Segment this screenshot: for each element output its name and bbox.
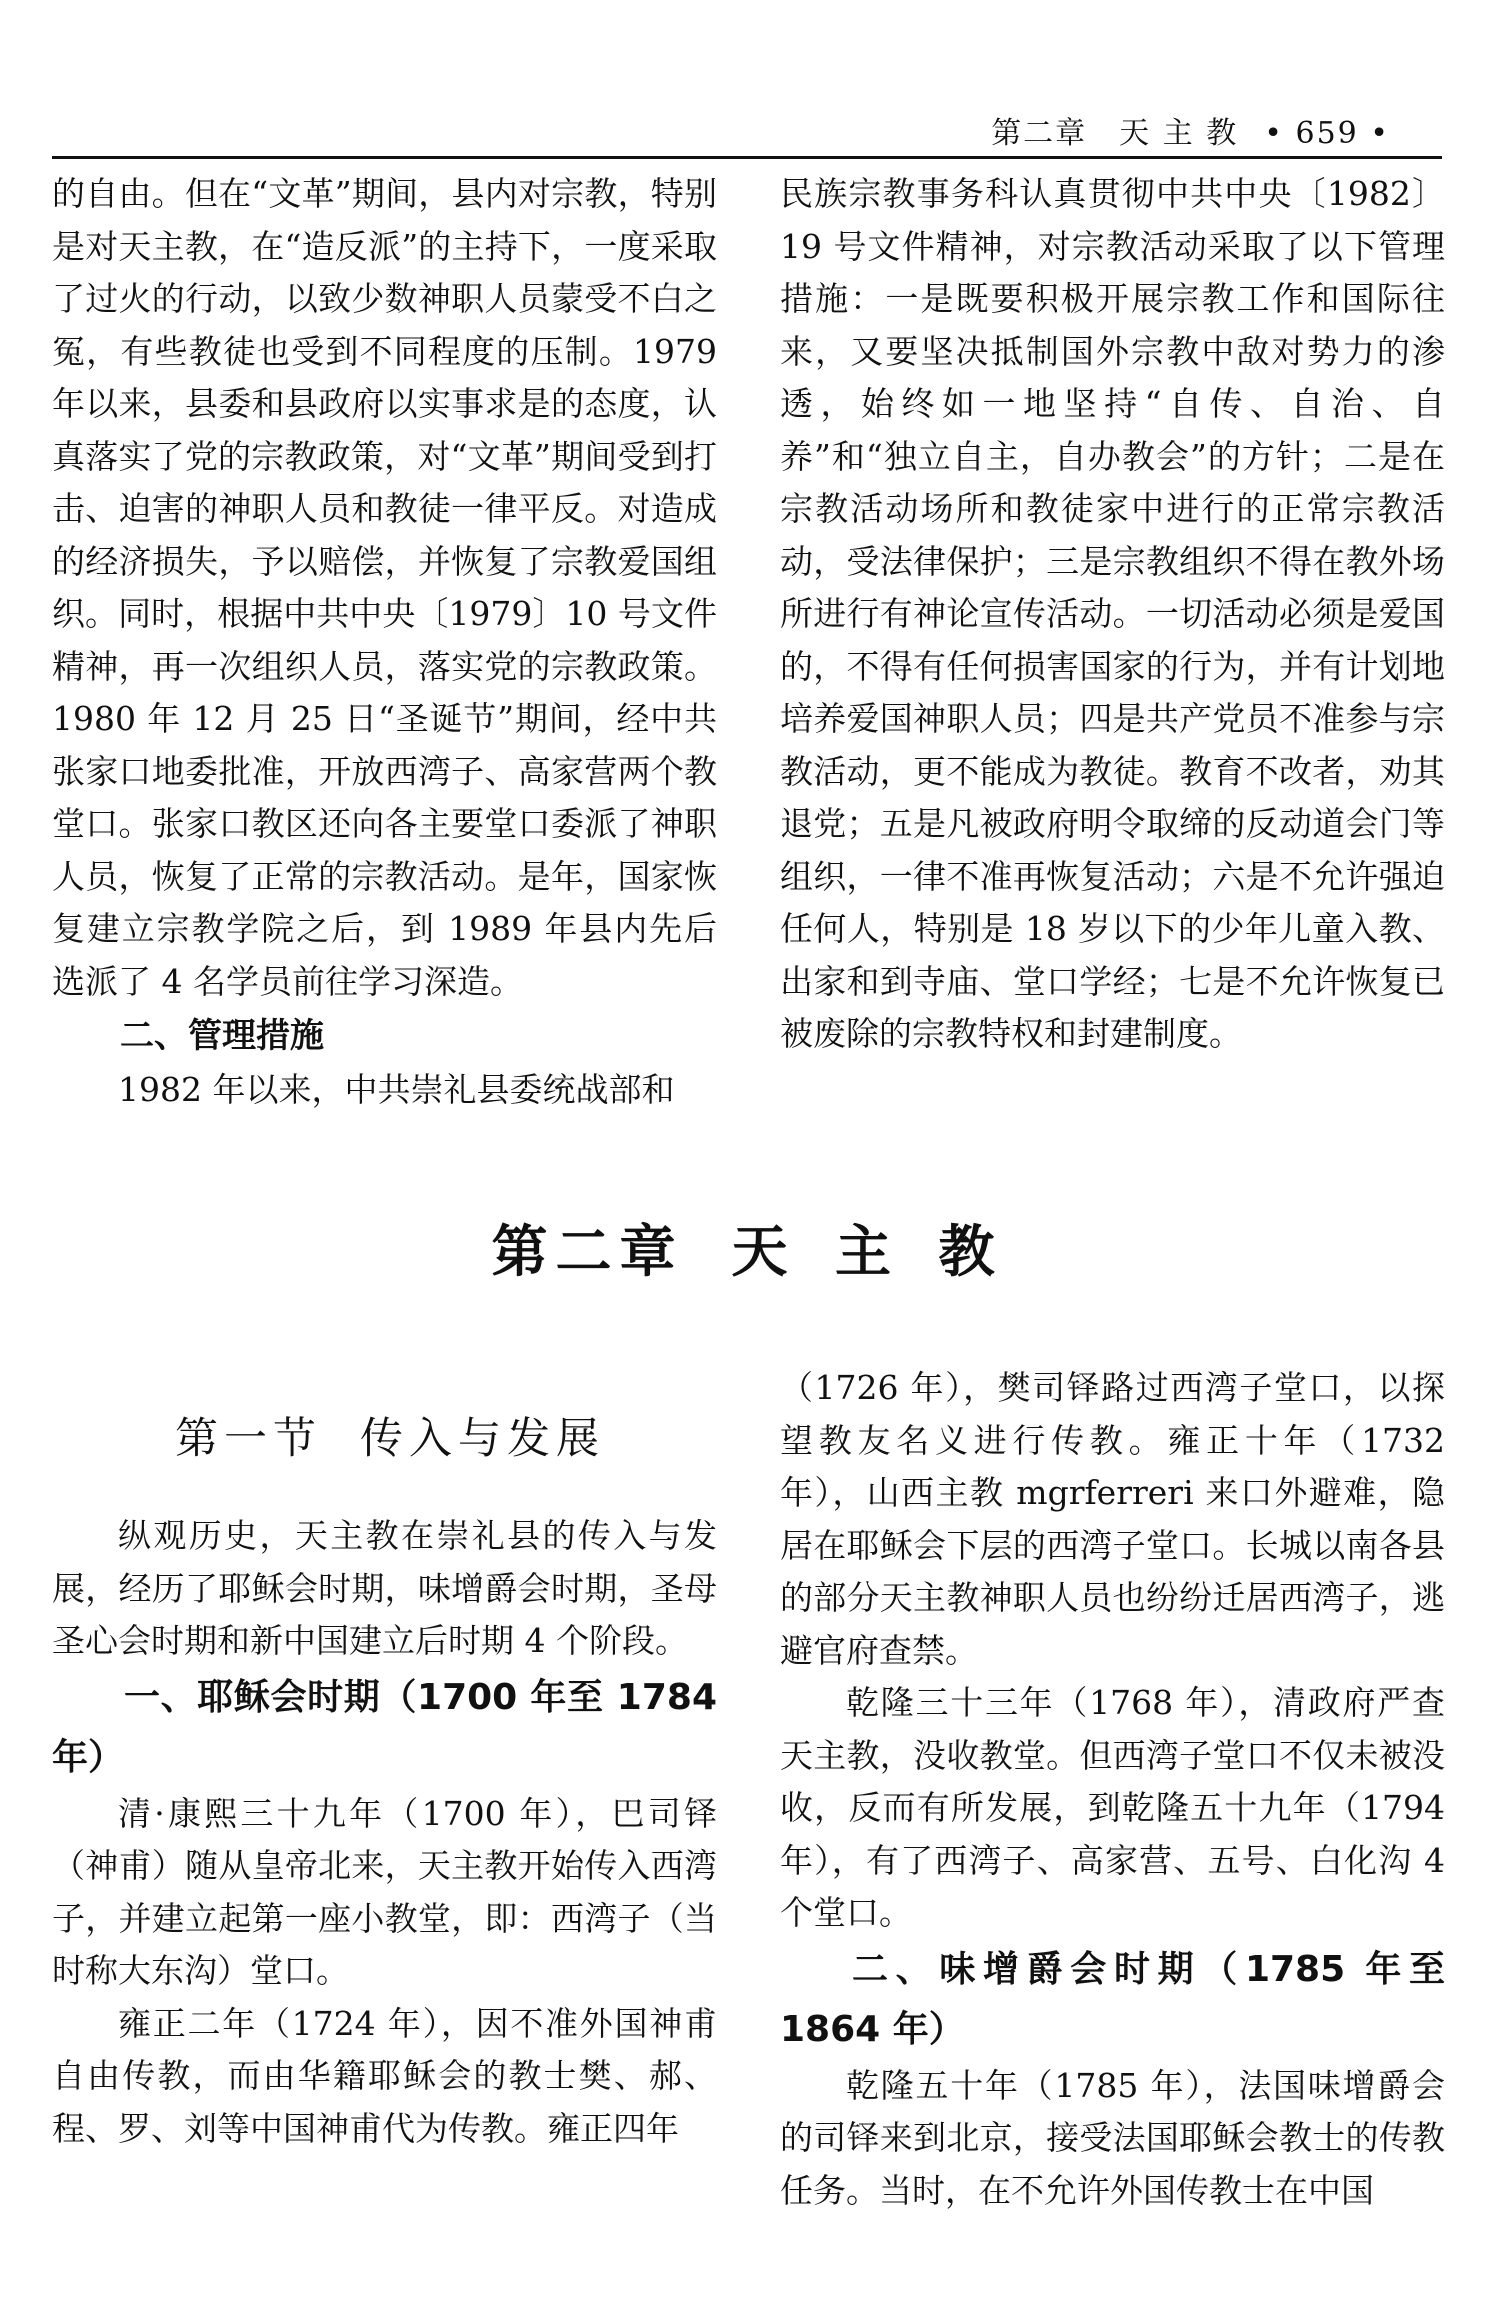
paragraph: 清·康熙三十九年（1700 年），巴司铎（神甫）随从皇帝北来，天主教开始传入西湾子，并建立起第一座小教堂，即：西湾子（当时称大东沟）堂口。: [52, 1793, 717, 1990]
header-rule: [52, 156, 1442, 159]
section-number: 第一节: [175, 1414, 322, 1464]
top-left-column: [52, 168, 717, 1117]
paragraph: 雍正二年（1724 年），因不准外国神甫自由传教，而由华籍耶稣会的教士樊、郝、程、罗、刘等中国神甫代为传教。雍正四年: [52, 2003, 717, 2148]
bottom-right-column: [780, 1362, 1445, 2217]
subsection-heading: 二、味增爵会时期（1785 年至 1864 年）: [780, 1948, 1445, 2050]
subsection-heading: 二、管理措施: [120, 1016, 324, 1056]
paragraph: 民族宗教事务科认真贯彻中共中央〔1982〕19 号文件精神，对宗教活动采取了以下管理措施：一是既要积极开展宗教工作和国际往来，又要坚决抵制国外宗教中敌对势力的渗透，始终如一地坚持“自传、自治、自养”和“独立自主，自办教会”的方针；二是在宗教活动场所和教徒家中进行的正常宗教活动，受法律保护；三是宗教组织不得在教外场所进行有神论宣传活动。一切活动必须是爱国的，不得有任何损害国家的行为，并有计划地培养爱国神职人员；四是共产党员不准参与宗教活动，更不能成为教徒。教育不改者，劝其退党；五是凡被政府明令取缔的反动道会门等组织，一律不准再恢复活动；六是不允许强迫任何人，特别是 18 岁以下的少年儿童入教、出家和到寺庙、堂口学经；七是不允许恢复已被废除的宗教特权和封建制度。: [780, 174, 1445, 1053]
paragraph: 乾隆五十年（1785 年），法国味增爵会的司铎来到北京，接受法国耶稣会教士的传教任务。当时，在不允许外国传教士在中国: [780, 2065, 1445, 2210]
running-header: [991, 108, 1390, 152]
section-title: [175, 1405, 605, 1466]
section-name: 传入与发展: [360, 1414, 605, 1464]
paragraph: 的自由。但在“文革”期间，县内对宗教，特别是对天主教，在“造反派”的主持下，一度采取了过火的行动，以致少数神职人员蒙受不白之冤，有些教徒也受到不同程度的压制。1979 年以来，县委和县政府以实事求是的态度，认真落实了党的宗教政策，对“文革”期间受到打击、迫害的神职人员和教徒一律平反。对造成的经济损失，予以赔偿，并恢复了宗教爱国组织。同时，根据中共中央〔1979〕10 号文件精神，再一次组织人员，落实党的宗教政策。1980 年 12 月 25 日“圣诞节”期间，经中共张家口地委批准，开放西湾子、高家营两个教堂口。张家口教区还向各主要堂口委派了神职人员，恢复了正常的宗教活动。是年，国家恢复建立宗教学院之后，到 1989 年县内先后选派了 4 名学员前往学习深造。: [52, 174, 717, 1001]
top-right-column: [780, 168, 1445, 1061]
chapter-number: 第二章: [491, 1220, 684, 1285]
chapter-name: 天 主 教: [731, 1220, 1009, 1285]
bottom-left-column: [52, 1510, 717, 2155]
paragraph: 纵观历史，天主教在崇礼县的传入与发展，经历了耶稣会时期，味增爵会时期，圣母圣心会时期和新中国建立后时期 4 个阶段。: [52, 1516, 717, 1660]
page-number: • 659 •: [1264, 116, 1390, 151]
paragraph: 1982 年以来，中共崇礼县委统战部和: [118, 1070, 675, 1109]
subsection-heading: 一、耶稣会时期（1700 年至 1784 年）: [52, 1676, 717, 1778]
header-chapter: 第二章 天 主 教: [991, 116, 1239, 151]
paragraph: 乾隆三十三年（1768 年），清政府严查天主教，没收教堂。但西湾子堂口不仅未被没收，反而有所发展，到乾隆五十九年（1794 年），有了西湾子、高家营、五号、白化沟 4 个堂口。: [780, 1683, 1445, 1932]
chapter-title: [0, 1208, 1500, 1288]
paragraph: （1726 年），樊司铎路过西湾子堂口，以探望教友名义进行传教。雍正十年（1732 年），山西主教 mgrferreri 来口外避难，隐居在耶稣会下层的西湾子堂口。长城以南各县的部分天主教神职人员也纷纷迁居西湾子，逃避官府查禁。: [780, 1368, 1445, 1670]
